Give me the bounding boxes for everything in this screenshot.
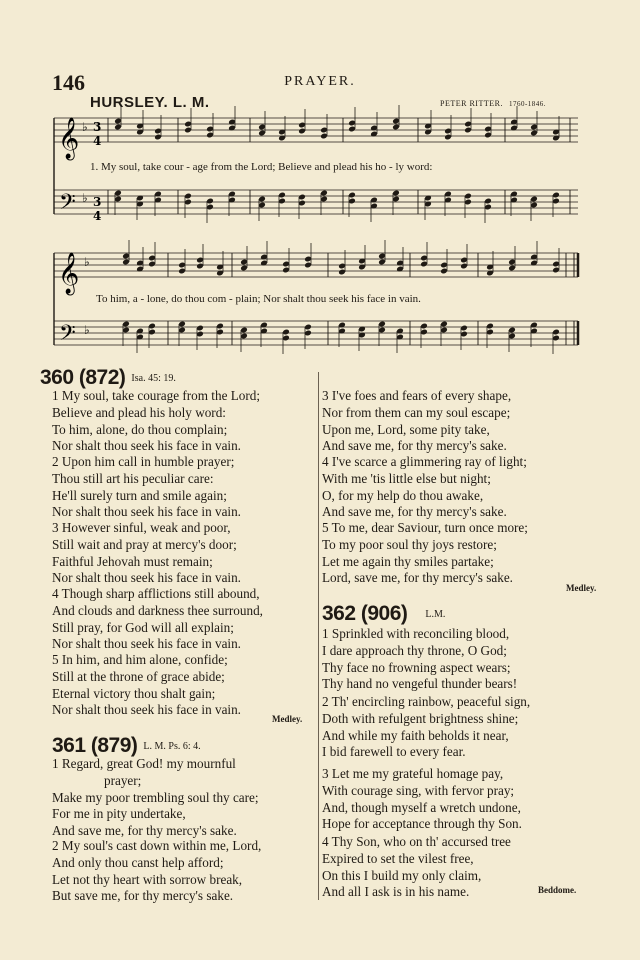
composer-name: PETER RITTER. <box>440 99 503 108</box>
verse-line: prayer; <box>104 772 142 788</box>
hymn-360-heading <box>40 366 176 390</box>
verse-line: I bid farewell to every fear. <box>322 744 466 760</box>
time-sig-bottom: 4 <box>93 134 102 148</box>
time-sig-top: 3 <box>93 120 102 134</box>
hymn-362-heading <box>322 602 445 626</box>
hymn-number: 361 (879) <box>52 734 138 757</box>
verse-line: With courage sing, with fervor pray; <box>322 782 515 798</box>
verse-line: On this I build my only claim, <box>322 867 482 883</box>
verse-line: 3 Let me my grateful homage pay, <box>322 766 504 781</box>
flat-sign-icon: ♭ <box>84 323 90 337</box>
hymn-360-stanza-1 <box>52 388 322 455</box>
verse-line: Nor shalt thou seek his face in vain. <box>52 636 241 652</box>
bass-clef-icon: 𝄢 <box>59 321 76 351</box>
hymn-361-stanza-4 <box>322 454 592 521</box>
verse-line: Doth with refulgent brightness shine; <box>322 710 519 726</box>
verse-line: And only thou canst help afford; <box>52 854 224 870</box>
hymn-361-stanza-5 <box>322 520 592 587</box>
verse-line: Still pray, for God will all explain; <box>52 619 234 635</box>
hymn-360-stanza-4 <box>52 586 322 653</box>
verse-line: 1 My soul, take courage from the Lord; <box>52 388 261 403</box>
column-divider <box>318 372 319 900</box>
verse-line: 2 Upon him call in humble prayer; <box>52 454 235 469</box>
hymn-number: 362 (906) <box>322 602 408 625</box>
verse-line: 2 My soul's cast down within me, Lord, <box>52 838 262 853</box>
hymn-362-stanza-1 <box>322 626 592 693</box>
flat-sign-icon: ♭ <box>82 191 88 205</box>
hymn-360-stanza-2 <box>52 454 322 521</box>
verse-line: To him, alone, do thou complain; <box>52 421 228 437</box>
time-sig-bottom: 4 <box>93 209 102 223</box>
verse-line: And save me, for thy mercy's sake. <box>322 504 507 520</box>
hymn-360-stanza-3 <box>52 520 322 587</box>
hymn-meter: L. M. Ps. 6: 4. <box>143 741 201 752</box>
verse-line: Thy face no frowning aspect wears; <box>322 659 511 675</box>
verse-line: Nor from them can my soul escape; <box>322 404 511 420</box>
verse-line: Lord, save me, for thy mercy's sake. <box>322 570 513 586</box>
treble-clef-icon: 𝄞 <box>58 118 80 159</box>
verse-line: 3 I've foes and fears of every shape, <box>322 388 512 403</box>
flat-sign-icon: ♭ <box>84 255 90 269</box>
music-score <box>0 0 640 360</box>
verse-line: For me in pity undertake, <box>52 806 186 822</box>
hymn-361-stanza-3 <box>322 388 592 455</box>
verse-line: With me 'tis little else but night; <box>322 470 491 486</box>
verse-line: To my poor soul thy joys restore; <box>322 536 497 552</box>
verse-line: 5 In him, and him alone, confide; <box>52 652 228 667</box>
bass-clef-icon: 𝄢 <box>59 190 76 220</box>
hymn-360-stanza-5 <box>52 652 322 719</box>
verse-line: Expired to set the vilest free, <box>322 850 474 866</box>
verse-line: 4 I've scarce a glimmering ray of light; <box>322 454 527 469</box>
verse-line: 4 Thy Son, who on th' accursed tree <box>322 834 511 849</box>
verse-line: Still at the throne of grace abide; <box>52 668 225 684</box>
hymn-361-author: Medley. <box>566 583 597 593</box>
composer-dates: 1760-1846. <box>508 100 547 108</box>
verse-line: Still wait and pray at mercy's door; <box>52 536 237 552</box>
verse-line: Believe and plead his holy word: <box>52 404 226 420</box>
hymn-362-author: Beddome. <box>538 885 577 895</box>
hymn-scripture: Isa. 45: 19. <box>131 373 176 384</box>
verse-line: Nor shalt thou seek his face in vain. <box>52 504 241 520</box>
verse-line: Let me again thy smiles partake; <box>322 553 494 569</box>
time-sig-top: 3 <box>93 195 102 209</box>
verse-line: Nor shalt thou seek his face in vain. <box>52 570 241 586</box>
verse-line: And all I ask is in his name. <box>322 884 470 900</box>
verse-line: 1 Sprinkled with reconciling blood, <box>322 626 510 641</box>
lyrics-system-1: 1. My soul, take cour - age from the Lord; Believe and plead his ho - ly word: <box>90 161 433 173</box>
verse-line: O, for my help do thou awake, <box>322 487 484 503</box>
lyrics-system-2: To him, a - lone, do thou com - plain; Nor shalt thou seek his face in vain. <box>96 293 421 305</box>
verse-line: And clouds and darkness thee surround, <box>52 602 263 618</box>
verse-line: And while my faith beholds it near, <box>322 727 509 743</box>
hymn-361-stanza-2 <box>52 838 322 905</box>
verse-line: Upon me, Lord, some pity take, <box>322 421 490 437</box>
verse-line: Nor shalt thou seek his face in vain. <box>52 438 241 454</box>
verse-line: Faithful Jehovah must remain; <box>52 553 213 569</box>
verse-line: I dare approach thy throne, O God; <box>322 642 507 658</box>
verse-line: 1 Regard, great God! my mournful <box>52 756 236 771</box>
hymn-362-stanza-3 <box>322 766 592 833</box>
verse-line: Thou still art his peculiar care: <box>52 470 214 486</box>
hymn-362-stanza-2 <box>322 694 592 761</box>
treble-clef-icon: 𝄞 <box>58 253 80 294</box>
verse-line: Let not thy heart with sorrow break, <box>52 871 243 887</box>
hymn-361-heading <box>52 734 201 758</box>
verse-line: And, though myself a wretch undone, <box>322 799 521 815</box>
tune-name: HURSLEY. L. M. <box>90 94 210 111</box>
clefs-and-signatures <box>58 117 101 351</box>
verse-line: And save me, for thy mercy's sake. <box>52 823 237 839</box>
flat-sign-icon: ♭ <box>82 120 88 134</box>
verse-line: 5 To me, dear Saviour, turn once more; <box>322 520 528 535</box>
verse-line: Hope for acceptance through thy Son. <box>322 816 522 832</box>
verse-line: He'll surely turn and smile again; <box>52 487 227 503</box>
hymn-meter: L.M. <box>425 609 446 620</box>
hymn-360-author: Medley. <box>272 714 303 724</box>
verse-line: Nor shalt thou seek his face in vain. <box>52 702 241 718</box>
verse-line: 4 Though sharp afflictions still abound, <box>52 586 260 601</box>
verse-line: Thy hand no vengeful thunder bears! <box>322 676 518 692</box>
page-number: 146 <box>52 70 85 95</box>
hymn-361-stanza-1 <box>52 756 322 840</box>
running-title: PRAYER. <box>284 74 356 89</box>
verse-line: Eternal victory thou shalt gain; <box>52 685 216 701</box>
hymn-number: 360 (872) <box>40 366 126 389</box>
staff-lines <box>54 118 578 345</box>
verse-line: Make my poor trembling soul thy care; <box>52 789 259 805</box>
verse-line: 3 However sinful, weak and poor, <box>52 520 231 535</box>
verse-line: And save me, for thy mercy's sake. <box>322 438 507 454</box>
verse-line: 2 Th' encircling rainbow, peaceful sign, <box>322 694 531 709</box>
verse-line: But save me, for thy mercy's sake. <box>52 888 234 904</box>
